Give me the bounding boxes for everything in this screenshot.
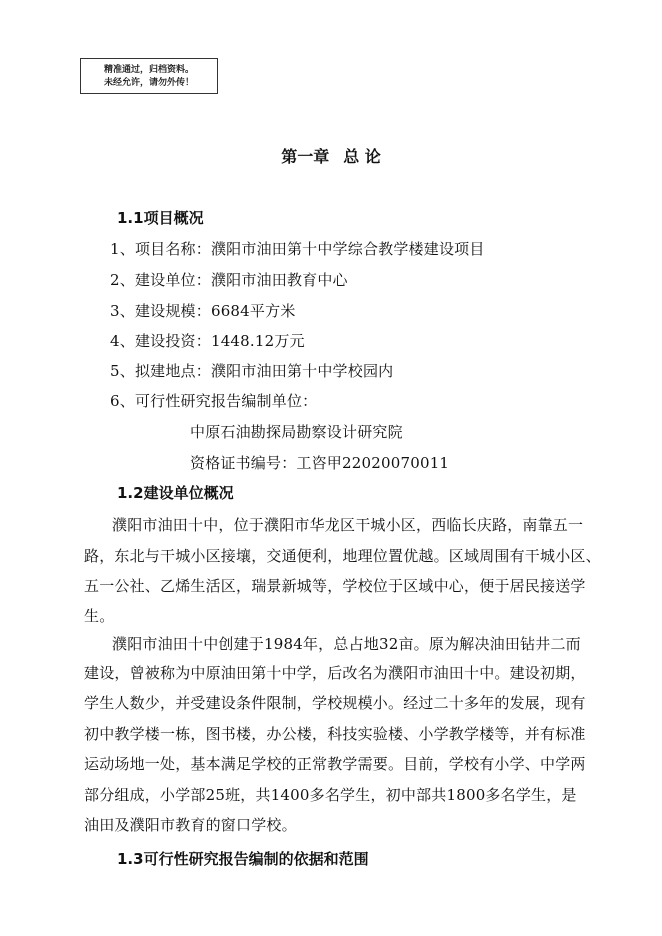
section-heading-1-1: 1.1项目概况: [117, 209, 204, 227]
paragraph-line: 建设，曾被称为中原油田第十中学，后改名为濮阳市油田十中。建设初期，: [84, 664, 586, 682]
chapter-title: [0, 144, 662, 167]
stamp-line-1: 精准通过，归档资料。: [103, 65, 194, 75]
section-heading-1-3: 1.3可行性研究报告编制的依据和范围: [117, 850, 369, 868]
paragraph-line: 五一公社、乙烯生活区，瑞景新城等，学校位于区域中心，便于居民接送学: [84, 577, 586, 595]
paragraph-line: 部分组成，小学部25班，共1400多名学生，初中部共1800多名学生，是: [84, 786, 577, 804]
project-item-investment: 4、建设投资：1448.12万元: [110, 332, 305, 350]
paragraph-line: 学生人数少，并受建设条件限制，学校规模小。经过二十多年的发展，现有: [84, 694, 586, 712]
paragraph-line: 油田及濮阳市教育的窗口学校。: [84, 816, 297, 834]
paragraph-line: 生。: [84, 607, 115, 625]
section-heading-1-2: 1.2建设单位概况: [117, 484, 234, 502]
paragraph-line: 运动场地一处，基本满足学校的正常教学需要。目前，学校有小学、中学两: [84, 755, 586, 773]
chapter-number: 第一章: [281, 147, 330, 166]
chapter-name: 总 论: [343, 147, 381, 166]
project-item-scale: 3、建设规模：6684平方米: [110, 302, 296, 320]
paragraph-line: 濮阳市油田十中，位于濮阳市华龙区干城小区，西临长庆路，南靠五一: [112, 516, 584, 534]
stamp-line-2: 未经允许，请勿外传！: [103, 78, 194, 88]
project-item-name: 1、项目名称：濮阳市油田第十中学综合教学楼建设项目: [110, 240, 485, 258]
confidential-stamp: [80, 58, 218, 94]
project-item-report-unit: 6、可行性研究报告编制单位：: [110, 392, 318, 410]
paragraph-line: 初中教学楼一栋，图书楼，办公楼，科技实验楼、小学教学楼等，并有标准: [84, 725, 586, 743]
certificate-number: 资格证书编号：工咨甲22020070011: [190, 454, 450, 472]
paragraph-line: 路，东北与干城小区接壤，交通便利，地理位置优越。区域周围有干城小区、: [84, 547, 601, 565]
report-organization: 中原石油勘探局勘察设计研究院: [190, 423, 403, 441]
project-item-unit: 2、建设单位：濮阳市油田教育中心: [110, 271, 348, 289]
paragraph-line: 濮阳市油田十中创建于1984年，总占地32亩。原为解决油田钻井二而: [112, 635, 581, 653]
project-item-location: 5、拟建地点：濮阳市油田第十中学校园内: [110, 362, 394, 380]
